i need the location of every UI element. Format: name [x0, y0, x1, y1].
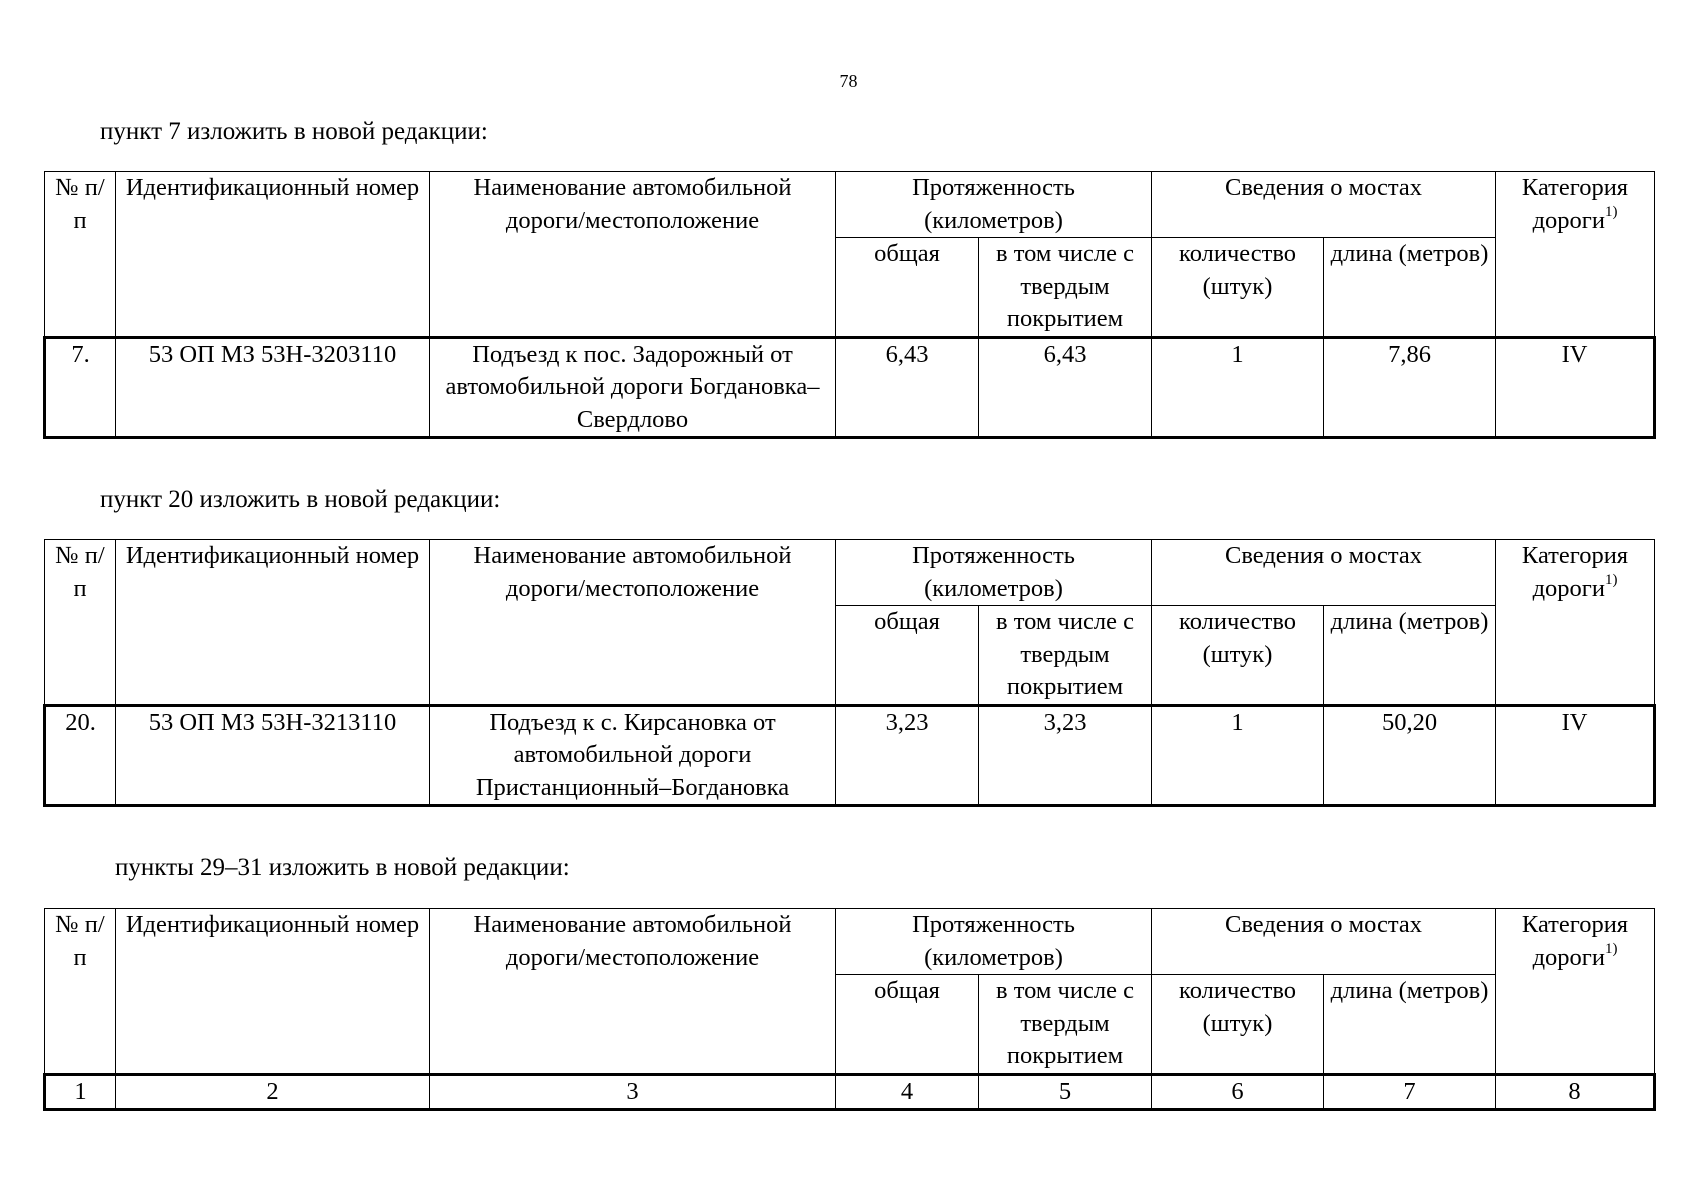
header-length: Протяженность (километров): [836, 540, 1152, 606]
header-bridges: Сведения о мостах: [1152, 172, 1496, 238]
cell-length-hard: 6,43: [979, 337, 1152, 438]
header-category: Категория дороги$^{1)}$: [1496, 172, 1655, 338]
header-bridges-count: количество (штук): [1152, 975, 1324, 1075]
column-number: 4: [836, 1074, 979, 1110]
column-number: 2: [116, 1074, 430, 1110]
cell-id: 53 ОП МЗ 53Н-3203110: [116, 337, 430, 438]
header-num: № п/п: [45, 540, 116, 706]
header-bridges-length: длина (метров): [1324, 975, 1496, 1075]
column-number: 8: [1496, 1074, 1655, 1110]
header-length-hard: в том числе с твердым покрытием: [979, 606, 1152, 706]
cell-num: 20.: [45, 705, 116, 806]
header-name: Наименование автомобильной дороги/местоположение: [430, 172, 836, 338]
header-length-hard: в том числе с твердым покрытием: [979, 238, 1152, 338]
cell-length-total: 6,43: [836, 337, 979, 438]
footnote-marker: 1): [1604, 941, 1618, 958]
cell-bridges-count: 1: [1152, 337, 1324, 438]
cell-category: IV: [1496, 337, 1655, 438]
header-num: № п/п: [45, 909, 116, 1075]
footnote-marker: 1): [1604, 572, 1618, 589]
header-name: Наименование автомобильной дороги/местоположение: [430, 540, 836, 706]
cell-bridges-length: 7,86: [1324, 337, 1496, 438]
header-bridges-count: количество (штук): [1152, 238, 1324, 338]
header-id: Идентификационный номер: [116, 909, 430, 1075]
header-bridges-length: длина (метров): [1324, 238, 1496, 338]
header-bridges: Сведения о мостах: [1152, 909, 1496, 975]
road-table: [43, 908, 1656, 1111]
column-number: 6: [1152, 1074, 1324, 1110]
header-length: Протяженность (километров): [836, 172, 1152, 238]
section-intro: пункты 29–31 изложить в новой редакции:: [115, 854, 570, 881]
table-row: [45, 705, 1655, 806]
header-bridges: Сведения о мостах: [1152, 540, 1496, 606]
header-category: Категория дороги$^{1)}$: [1496, 909, 1655, 1075]
cell-bridges-length: 50,20: [1324, 705, 1496, 806]
header-num: № п/п: [45, 172, 116, 338]
header-length: Протяженность (километров): [836, 909, 1152, 975]
header-length-total: общая: [836, 238, 979, 338]
header-id: Идентификационный номер: [116, 172, 430, 338]
header-bridges-count: количество (штук): [1152, 606, 1324, 706]
cell-id: 53 ОП МЗ 53Н-3213110: [116, 705, 430, 806]
section-intro: пункт 20 изложить в новой редакции:: [100, 486, 501, 513]
header-bridges-length: длина (метров): [1324, 606, 1496, 706]
cell-length-hard: 3,23: [979, 705, 1152, 806]
cell-category: IV: [1496, 705, 1655, 806]
cell-bridges-count: 1: [1152, 705, 1324, 806]
header-id: Идентификационный номер: [116, 540, 430, 706]
cell-name: Подъезд к пос. Задорожный от автомобильной дороги Богдановка–Свердлово: [430, 337, 836, 438]
column-number: 3: [430, 1074, 836, 1110]
column-numbers-row: [45, 1074, 1655, 1110]
table-row: [45, 337, 1655, 438]
column-number: 5: [979, 1074, 1152, 1110]
cell-num: 7.: [45, 337, 116, 438]
column-number: 7: [1324, 1074, 1496, 1110]
header-length-total: общая: [836, 975, 979, 1075]
road-table: [43, 539, 1656, 807]
page-number: 78: [839, 71, 858, 91]
cell-length-total: 3,23: [836, 705, 979, 806]
section-intro: пункт 7 изложить в новой редакции:: [100, 118, 488, 145]
header-category: Категория дороги$^{1)}$: [1496, 540, 1655, 706]
road-table: [43, 171, 1656, 439]
column-number: 1: [45, 1074, 116, 1110]
header-length-hard: в том числе с твердым покрытием: [979, 975, 1152, 1075]
cell-name: Подъезд к с. Кирсановка от автомобильной дороги Пристанционный–Богдановка: [430, 705, 836, 806]
header-length-total: общая: [836, 606, 979, 706]
footnote-marker: 1): [1604, 204, 1618, 221]
header-name: Наименование автомобильной дороги/местоположение: [430, 909, 836, 1075]
